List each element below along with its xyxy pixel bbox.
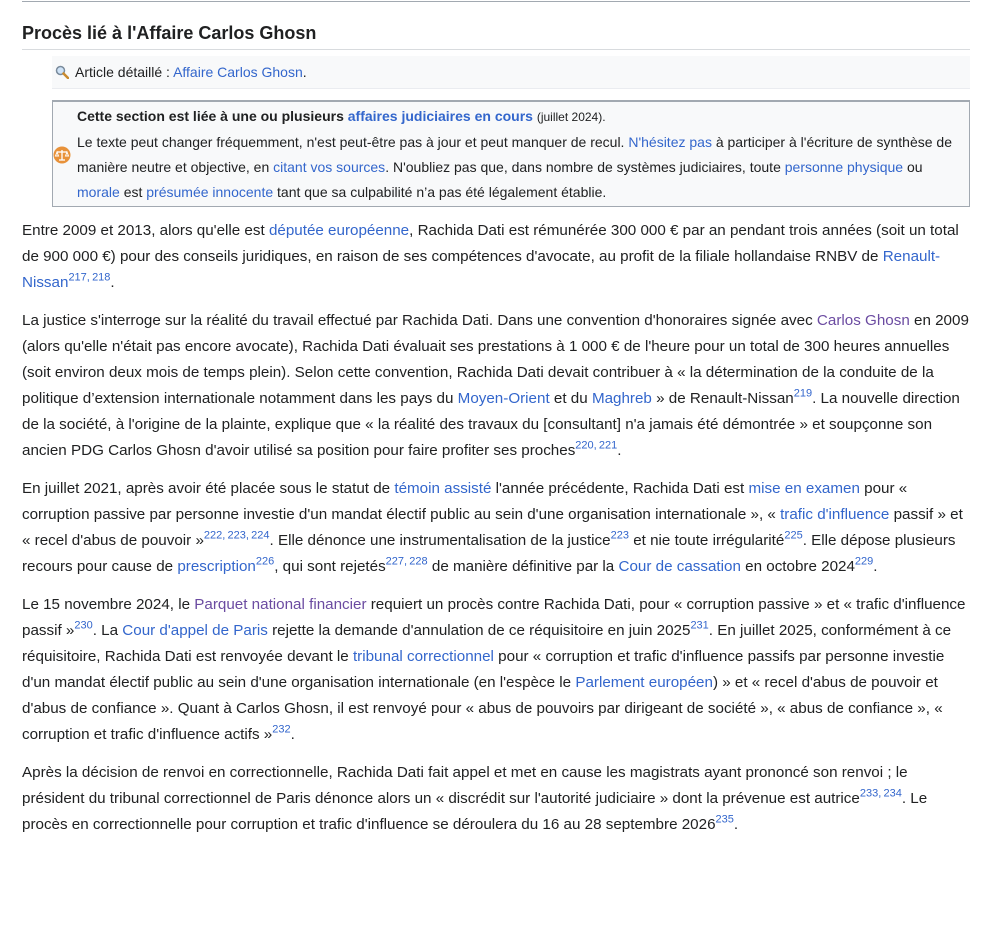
moyen-orient-link[interactable]: Moyen-Orient [457, 390, 550, 407]
reference-226[interactable]: 226 [255, 555, 275, 568]
reference-219[interactable]: 219 [793, 387, 813, 400]
maghreb-link[interactable]: Maghreb [591, 390, 652, 407]
detailed-article-note [52, 56, 970, 89]
reference-220-221[interactable]: 220, 221 [575, 439, 618, 452]
mise-en-examen-link[interactable]: mise en examen [748, 480, 860, 497]
mep-link[interactable]: députée européenne [268, 222, 410, 239]
detail-suffix: . [302, 64, 307, 80]
magnifier-icon [55, 65, 69, 79]
ongoing-case-banner: Cette section est liée à une ou plusieurs affaires judiciaires en cours (juillet 2024). Le texte peut changer fréquemment, n'est peut-être pas à jour et peut manquer de recul. N'hésitez pas à participer à l'écriture de synthèse de manière neutre et objective, en citant vos sources. N'oubliez pas que, dans nombre de systèmes judiciaires, toute personne physique ou morale est présumée innocente tant que sa culpabilité n’a pas été légalement établie. [52, 100, 970, 207]
renault-nissan-link[interactable]: Renault-Nissan [22, 248, 941, 291]
heading-underline [22, 49, 970, 50]
banner-title: Cette section est liée à une ou plusieurs affaires judiciaires en cours [77, 108, 533, 124]
prescription-link[interactable]: prescription [177, 558, 256, 575]
trafic-influence-link[interactable]: trafic d'influence [780, 506, 890, 523]
banner-date: (juillet 2024). [536, 110, 606, 124]
citing-sources-link[interactable]: citant vos sources [273, 159, 386, 175]
legal-person-link[interactable]: morale [77, 184, 120, 200]
reference-235[interactable]: 235 [715, 813, 734, 826]
detail-article-link[interactable]: Affaire Carlos Ghosn [173, 64, 303, 80]
tribunal-correctionnel-link[interactable]: tribunal correctionnel [352, 648, 494, 665]
carlos-ghosn-link[interactable]: Carlos Ghosn [816, 312, 910, 329]
paragraph-5: Après la décision de renvoi en correctionnelle, Rachida Dati fait appel et met en cause les magistrats ayant prononcé son renvoi ; le président du tribunal correctionnel de Paris dénonce alors un « discrédit sur l'autorité judiciaire » dont la prévenue est autrice$^{233, 234}$. Le procès en correctionnelle pour corruption et trafic d'influence se déroulera du 16 au 28 septembre 2026$^{235}$. [22, 764, 928, 833]
ongoing-cases-link[interactable]: affaires judiciaires en cours [347, 108, 533, 124]
detail-prefix: Article détaillé : [75, 64, 170, 80]
parquet-national-financier-link[interactable]: Parquet national financier [194, 596, 367, 613]
paragraph-4: Le 15 novembre 2024, le Parquet national financier requiert un procès contre Rachida Dati, pour « corruption passive » et « trafic d'influence passif »$^{230}$. La Cour d'appel de Paris rejette la demande d'annulation de ce réquisitoire en juin 2025$^{231}$. En juillet 2025, conformément à ce réquisitoire, Rachida Dati est renvoyée devant le tribunal correctionnel pour « corruption et trafic d'influence passifs par personne investie d'un mandat électif public au sein d'une organisation internationale (en l'espèce le Parlement européen) » et « recel d'abus de pouvoir et d'abus de confiance ». Quant à Carlos Ghosn, il est renvoyé pour « abus de pouvoirs par dirigeant de société », « abus de confiance », « corruption et trafic d'influence actifs »$^{232}$. [22, 596, 966, 743]
divider [22, 1, 970, 2]
reference-233-234[interactable]: 233, 234 [859, 787, 902, 800]
reference-222-224[interactable]: 222, 223, 224 [203, 529, 270, 542]
cour-appel-paris-link[interactable]: Cour d'appel de Paris [122, 622, 268, 639]
reference-217[interactable]: 217, 218 [68, 271, 111, 284]
cour-de-cassation-link[interactable]: Cour de cassation [618, 558, 741, 575]
reference-231[interactable]: 231 [690, 619, 709, 632]
section-body [22, 218, 970, 850]
reference-225[interactable]: 225 [784, 529, 803, 542]
scales-of-justice-icon [53, 146, 71, 164]
presumption-innocence-link[interactable]: présumée innocente [146, 184, 274, 200]
section-heading: Procès lié à l'Affaire Carlos Ghosn [22, 23, 317, 43]
reference-230[interactable]: 230 [74, 619, 93, 632]
reference-223[interactable]: 223 [610, 529, 629, 542]
paragraph-2: La justice s'interroge sur la réalité du travail effectué par Rachida Dati. Dans une convention d'honoraires signée avec Carlos Ghosn en 2009 (alors qu'elle n'était pas encore avocate), Rachida Dati évaluait ses prestations à 1 000 € de l'heure pour un total de 300 heures annuelles (soit environ deux mois de temps plein). Selon cette convention, Rachida Dati devait contribuer à « la détermination de la conduite de la politique d’extension internationale notamment dans les pays du Moyen-Orient et du Maghreb » de Renault-Nissan$^{219}$. La nouvelle direction de la société, à l'origine de la plainte, explique que « la réalité des travaux du [consultant] n'a jamais été démontrée » et soupçonne son ancien PDG Carlos Ghosn d'avoir utilisé sa position pour faire profiter ses proches$^{220, 221}$. [22, 312, 969, 459]
paragraph-1: Entre 2009 et 2013, alors qu'elle est députée européenne, Rachida Dati est rémunérée 300 000 € par an pendant trois années (soit un total de 900 000 €) pour des conseils juridiques, en raison de ses compétences d'avocate, au profit de la filiale hollandaise RNBV de Renault-Nissan$^{217, 218}$. [22, 222, 959, 291]
parlement-europeen-link[interactable]: Parlement européen [575, 674, 713, 691]
paragraph-3: En juillet 2021, après avoir été placée sous le statut de témoin assisté l'année précédente, Rachida Dati est mise en examen pour « corruption passive par personne investie d'un mandat électif public au sein d'une organisation internationale », « trafic d'influence passif » et « recel d'abus de pouvoir »$^{222, 223, 224}$. Elle dénonce une instrumentalisation de la justice$^{223}$ et nie toute irrégularité$^{225}$. Elle dépose plusieurs recours pour cause de prescription$^{226}$, qui sont rejetés$^{227, 228}$ de manière définitive par la Cour de cassation en octobre 2024$^{229}$. [22, 480, 963, 575]
reference-232[interactable]: 232 [272, 723, 291, 736]
temoin-assiste-link[interactable]: témoin assisté [394, 480, 492, 497]
reference-227-228[interactable]: 227, 228 [385, 555, 428, 568]
natural-person-link[interactable]: personne physique [784, 159, 904, 175]
nhesitez-pas-link[interactable]: N'hésitez pas [628, 134, 712, 150]
reference-229[interactable]: 229 [854, 555, 874, 568]
